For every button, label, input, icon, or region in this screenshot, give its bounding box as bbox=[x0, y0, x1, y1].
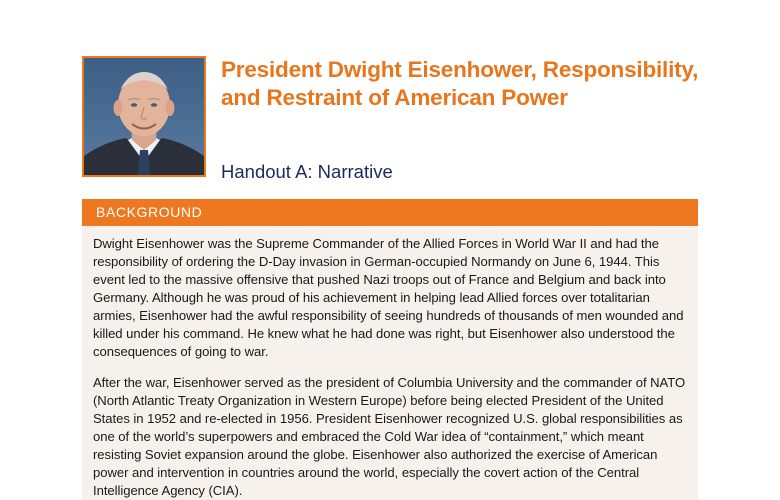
narrative-panel bbox=[82, 226, 698, 500]
portrait-illustration bbox=[84, 58, 204, 175]
handout-subtitle: Handout A: Narrative bbox=[221, 161, 393, 182]
narrative-paragraph: Dwight Eisenhower was the Supreme Commander of the Allied Forces in World War II and had the responsibility of ordering the D-Day invasion in German-occupied Normandy on June 6, 1944. This event led to the massive offensive that pushed Nazi troops out of France and Belgium and back into Germany. Although he was proud of his achievement in helping lead Allied forces over totalitarian armies, Eisenhower had the awful responsibility of seeing hundreds of thousands of men wounded and killed under his command. He knew what he had done was right, but Eisenhower also understood the consequences of going to war. bbox=[93, 236, 684, 359]
page-title: President Dwight Eisenhower, Responsibility, and Restraint of American Power bbox=[221, 57, 699, 110]
section-header-background bbox=[82, 199, 698, 226]
section-header-label: BACKGROUND bbox=[96, 204, 203, 220]
narrative-paragraph: After the war, Eisenhower served as the president of Columbia University and the commander of NATO (North Atlantic Treaty Organization in Western Europe) before being elected President of the United States in 1952 and re-elected in 1956. President Eisenhower recognized U.S. global responsibilities as one of the world’s superpowers and embraced the Cold War idea of “containment,” which meant resisting Soviet expansion around the globe. Eisenhower also authorized the exercise of American power and intervention in countries around the world, especially the covert action of the Central Intelligence Agency (CIA). bbox=[93, 375, 686, 498]
portrait-photo bbox=[82, 56, 206, 177]
